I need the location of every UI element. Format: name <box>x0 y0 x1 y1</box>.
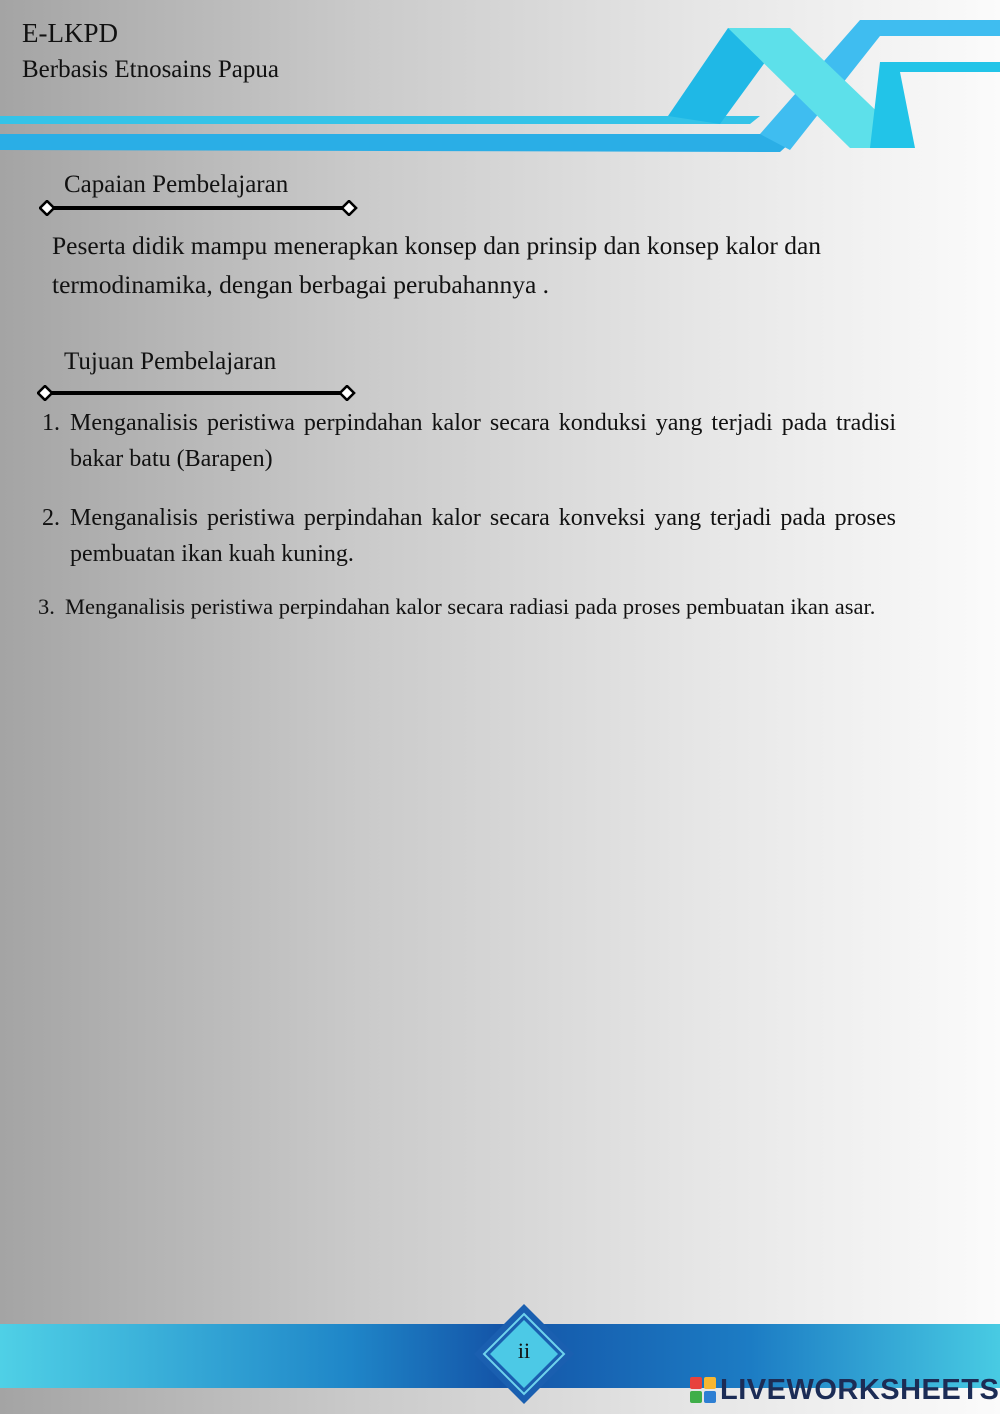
capaian-heading: Capaian Pembelajaran <box>64 171 289 198</box>
objective-number: 2. <box>42 505 60 531</box>
objective-text: Menganalisis peristiwa perpindahan kalor secara radiasi pada proses pembuatan ikan asar. <box>65 594 876 619</box>
objective-text: Menganalisis peristiwa perpindahan kalor secara konveksi yang terjadi pada proses pembuatan ikan kuah kuning. <box>70 505 896 567</box>
liveworksheets-wordmark: LIVEWORKSHEETS <box>720 1373 1000 1406</box>
objective-item-2 <box>42 500 896 572</box>
header-title: E-LKPD <box>22 18 118 48</box>
objective-text: Menganalisis peristiwa perpindahan kalor secara konduksi yang terjadi pada tradisi bakar batu (Barapen) <box>70 410 896 472</box>
objective-item-1 <box>42 405 896 477</box>
liveworksheets-icon <box>690 1377 716 1403</box>
objective-item-3 <box>38 589 891 625</box>
capaian-text: Peserta didik mampu menerapkan konsep dan prinsip dan konsep kalor dan termodinamika, dengan berbagai perubahannya . <box>52 231 822 299</box>
liveworksheets-logo[interactable] <box>690 1372 999 1408</box>
page-number: ii <box>517 1338 531 1363</box>
objective-number: 3. <box>38 594 55 619</box>
header-subtitle: Berbasis Etnosains Papua <box>22 56 279 83</box>
tujuan-divider <box>37 385 357 401</box>
tujuan-heading: Tujuan Pembelajaran <box>64 348 277 375</box>
capaian-divider <box>39 200 359 216</box>
objective-number: 1. <box>42 410 60 436</box>
